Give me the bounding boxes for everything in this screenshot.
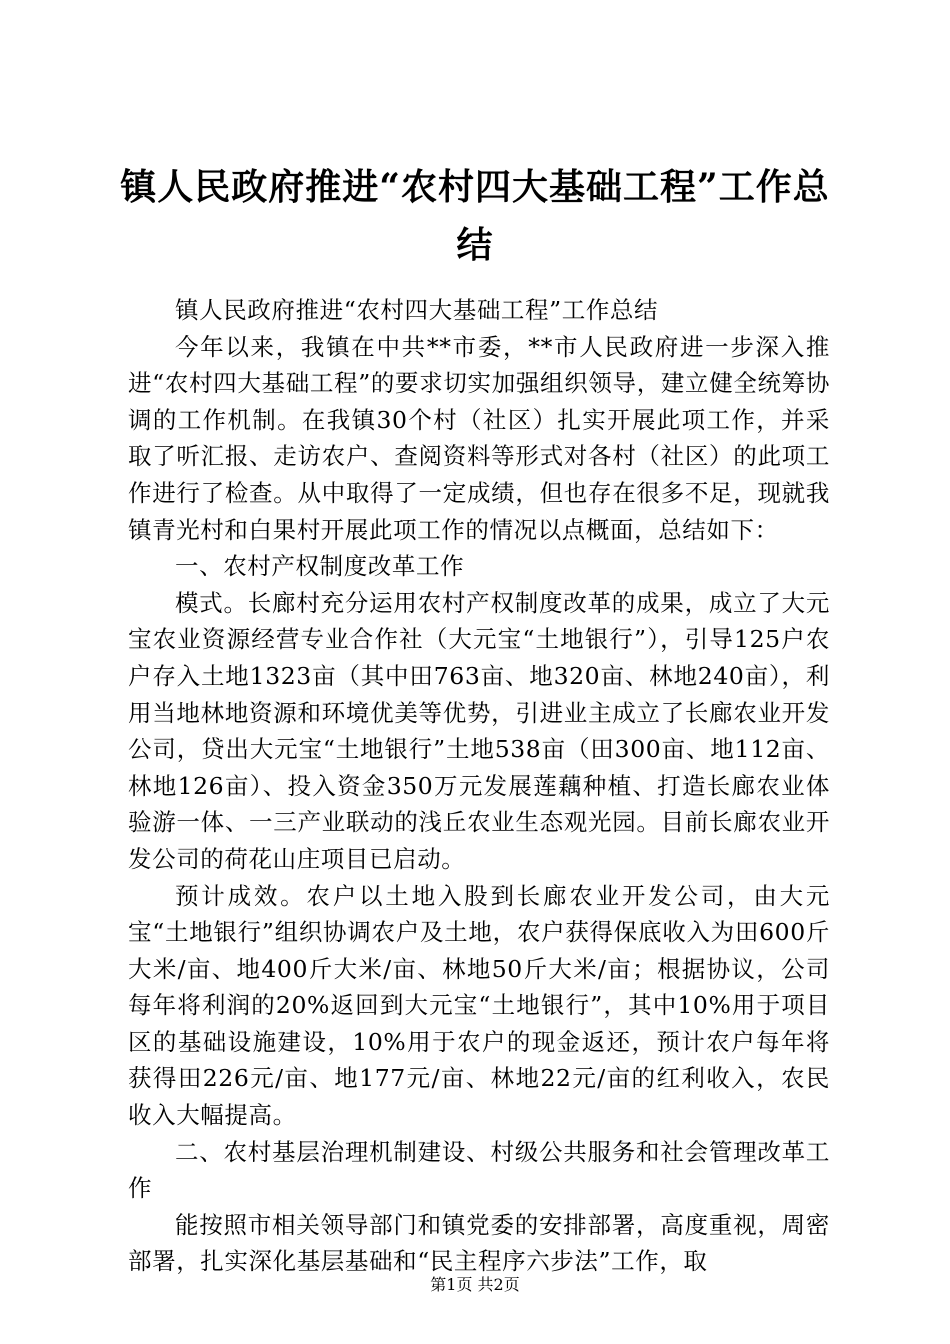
- section-heading-1: 一、农村产权制度改革工作: [175, 552, 465, 581]
- document-title: 镇人民政府推进“农村四大基础工程”工作总结: [120, 166, 830, 266]
- document-body: [128, 292, 830, 1280]
- paragraph-governance: 能按照市相关领导部门和镇党委的安排部署，高度重视，周密部署，扎实深化基层基础和“民主程序六步法”工作，取: [128, 1210, 830, 1276]
- paragraph-intro: 今年以来，我镇在中共**市委，**市人民政府进一步深入推进“农村四大基础工程”的要求切实加强组织领导，建立健全统筹协调的工作机制。在我镇30个村（社区）扎实开展此项工作，并采取了听汇报、走访农户、查阅资料等形式对各村（社区）的此项工作进行了检查。从中取得了一定成绩，但也存在很多不足，现就我镇青光村和白果村开展此项工作的情况以点概面，总结如下：: [128, 332, 830, 544]
- paragraph-model: 模式。长廊村充分运用农村产权制度改革的成果，成立了大元宝农业资源经营专业合作社（大元宝“土地银行”），引导125户农户存入土地1323亩（其中田763亩、地320亩、林地240亩），利用当地林地资源和环境优美等优势，引进业主成立了长廊农业开发公司，贷出大元宝“土地银行”土地538亩（田300亩、地112亩、林地126亩）、投入资金350万元发展莲藕种植、打造长廊农业体验游一体、一三产业联动的浅丘农业生态观光园。目前长廊农业开发公司的荷花山庄项目已启动。: [128, 588, 830, 873]
- paragraph-subtitle: 镇人民政府推进“农村四大基础工程”工作总结: [175, 296, 659, 324]
- section-heading-2: 二、农村基层治理机制建设、村级公共服务和社会管理改革工作: [128, 1137, 830, 1203]
- page-number-footer: 第1页 共2页: [430, 1275, 520, 1294]
- paragraph-expected-results: 预计成效。农户以土地入股到长廊农业开发公司，由大元宝“土地银行”组织协调农户及土地，农户获得保底收入为田600斤大米/亩、地400斤大米/亩、林地50斤大米/亩；根据协议，公司每年将利润的20%返回到大元宝“土地银行”，其中10%用于项目区的基础设施建设，10%用于农户的现金返还，预计农户每年将获得田226元/亩、地177元/亩、林地22元/亩的红利收入，农民收入大幅提高。: [128, 881, 830, 1130]
